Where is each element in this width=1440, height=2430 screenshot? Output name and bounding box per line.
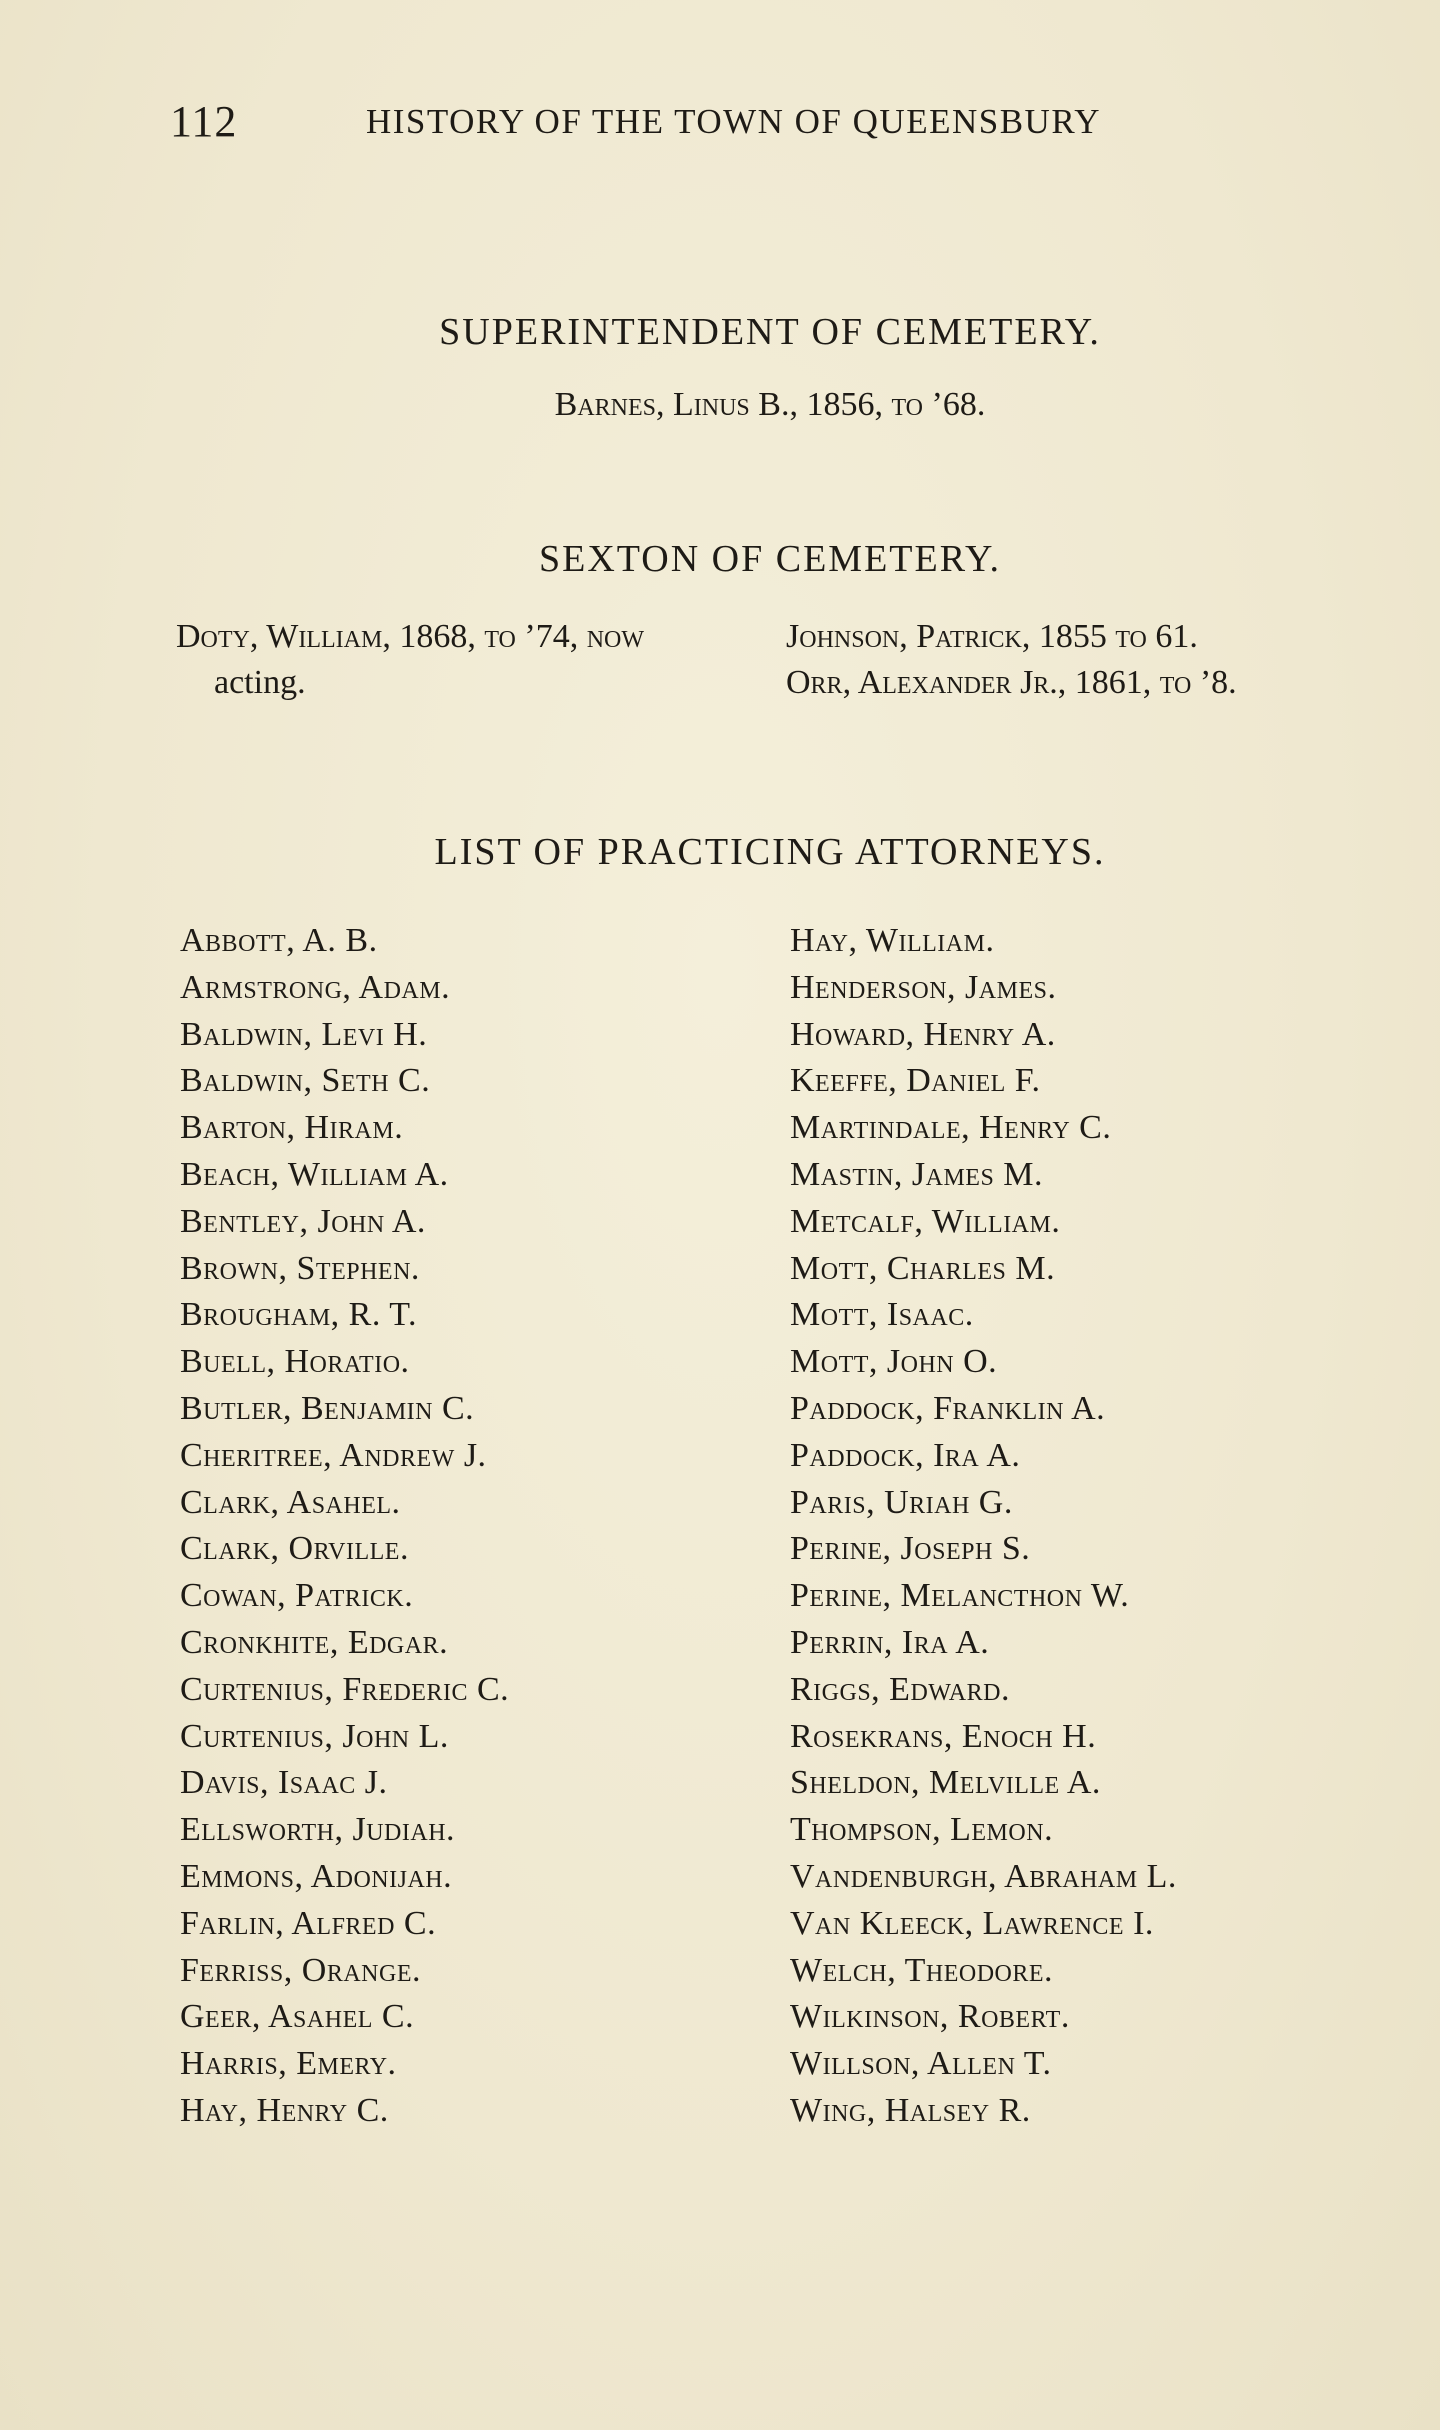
attorney-name: Wilkinson, Robert. bbox=[790, 1998, 1070, 2036]
sexton-entry-continuation: acting. bbox=[214, 664, 306, 701]
attorney-name: Vandenburgh, Abraham L. bbox=[790, 1857, 1177, 1895]
sexton-heading: SEXTON OF CEMETERY. bbox=[538, 538, 1002, 580]
attorney-name: Henderson, James. bbox=[790, 968, 1057, 1006]
attorney-name: Curtenius, John L. bbox=[180, 1717, 449, 1755]
attorney-name: Harris, Emery. bbox=[180, 2045, 397, 2083]
attorney-name: Paddock, Ira A. bbox=[790, 1436, 1021, 1474]
attorney-name: Hay, Henry C. bbox=[180, 2091, 389, 2129]
attorney-name: Mott, Charles M. bbox=[790, 1249, 1056, 1287]
attorney-name: Thompson, Lemon. bbox=[790, 1811, 1054, 1849]
attorney-name: Keeffe, Daniel F. bbox=[790, 1062, 1041, 1100]
attorney-name: Mott, Isaac. bbox=[790, 1296, 974, 1334]
attorney-name: Mott, John O. bbox=[790, 1343, 998, 1381]
sexton-entry: Johnson, Patrick, 1855 to 61. bbox=[786, 618, 1198, 655]
attorney-name: Butler, Benjamin C. bbox=[180, 1389, 475, 1427]
attorney-name: Metcalf, William. bbox=[790, 1202, 1061, 1240]
attorney-name: Riggs, Edward. bbox=[790, 1670, 1010, 1708]
attorney-name: Cowan, Patrick. bbox=[180, 1577, 414, 1615]
attorney-name: Ellsworth, Judiah. bbox=[180, 1811, 456, 1849]
attorney-name: Welch, Theodore. bbox=[790, 1951, 1054, 1989]
attorney-name: Cronkhite, Edgar. bbox=[180, 1623, 449, 1661]
attorney-name: Brougham, R. T. bbox=[180, 1296, 417, 1334]
attorney-name: Abbott, A. B. bbox=[180, 922, 378, 959]
attorney-name: Sheldon, Melville A. bbox=[790, 1764, 1101, 1802]
attorney-name: Davis, Isaac J. bbox=[180, 1764, 388, 1802]
attorney-name: Emmons, Adonijah. bbox=[180, 1857, 453, 1895]
attorney-name: Perine, Melancthon W. bbox=[790, 1577, 1130, 1615]
attorney-name: Clark, Orville. bbox=[180, 1530, 409, 1568]
page-header bbox=[170, 96, 1170, 156]
attorney-name: Brown, Stephen. bbox=[180, 1249, 420, 1287]
superintendent-entry: Barnes, Linus B., 1856, to ’68. bbox=[554, 386, 986, 423]
attorney-name: Hay, William. bbox=[790, 922, 995, 959]
attorney-name: Paddock, Franklin A. bbox=[790, 1389, 1106, 1427]
attorney-name: Beach, William A. bbox=[180, 1155, 449, 1193]
attorney-name: Van Kleeck, Lawrence I. bbox=[790, 1904, 1154, 1942]
attorney-name: Willson, Allen T. bbox=[790, 2045, 1052, 2083]
sexton-entry: Orr, Alexander Jr., 1861, to ’8. bbox=[786, 664, 1237, 701]
attorney-name: Ferriss, Orange. bbox=[180, 1951, 421, 1989]
sexton-left-column bbox=[176, 614, 766, 706]
attorneys-left-column bbox=[180, 918, 760, 2135]
attorney-name: Barton, Hiram. bbox=[180, 1109, 404, 1147]
page-number: 112 bbox=[170, 97, 238, 146]
running-head: HISTORY OF THE TOWN OF QUEENSBURY bbox=[366, 102, 1102, 141]
sexton-entry bbox=[176, 614, 766, 706]
sexton-entry-line: Doty, William, 1868, to ’74, now bbox=[176, 618, 645, 655]
attorney-name: Buell, Horatio. bbox=[180, 1343, 410, 1381]
sexton-right-column bbox=[786, 614, 1386, 706]
attorney-name: Baldwin, Seth C. bbox=[180, 1062, 431, 1100]
attorney-name: Perrin, Ira A. bbox=[790, 1623, 990, 1661]
attorney-name: Paris, Uriah G. bbox=[790, 1483, 1013, 1521]
attorney-name: Armstrong, Adam. bbox=[180, 968, 451, 1006]
attorney-name: Wing, Halsey R. bbox=[790, 2091, 1031, 2129]
attorney-name: Bentley, John A. bbox=[180, 1202, 426, 1240]
attorneys-right-column bbox=[790, 918, 1390, 2135]
attorneys-heading: LIST OF PRACTICING ATTORNEYS. bbox=[434, 831, 1106, 873]
attorney-name: Baldwin, Levi H. bbox=[180, 1015, 428, 1053]
superintendent-heading: SUPERINTENDENT OF CEMETERY. bbox=[439, 311, 1101, 353]
attorney-name: Mastin, James M. bbox=[790, 1155, 1044, 1193]
attorney-name: Farlin, Alfred C. bbox=[180, 1904, 437, 1942]
attorney-name: Cheritree, Andrew J. bbox=[180, 1436, 487, 1474]
attorney-name: Rosekrans, Enoch H. bbox=[790, 1717, 1097, 1755]
attorney-name: Geer, Asahel C. bbox=[180, 1998, 415, 2036]
attorney-name: Howard, Henry A. bbox=[790, 1015, 1056, 1053]
attorney-name: Martindale, Henry C. bbox=[790, 1109, 1112, 1147]
attorney-name: Curtenius, Frederic C. bbox=[180, 1670, 510, 1708]
attorney-name: Clark, Asahel. bbox=[180, 1483, 401, 1521]
attorney-name: Perine, Joseph S. bbox=[790, 1530, 1031, 1568]
